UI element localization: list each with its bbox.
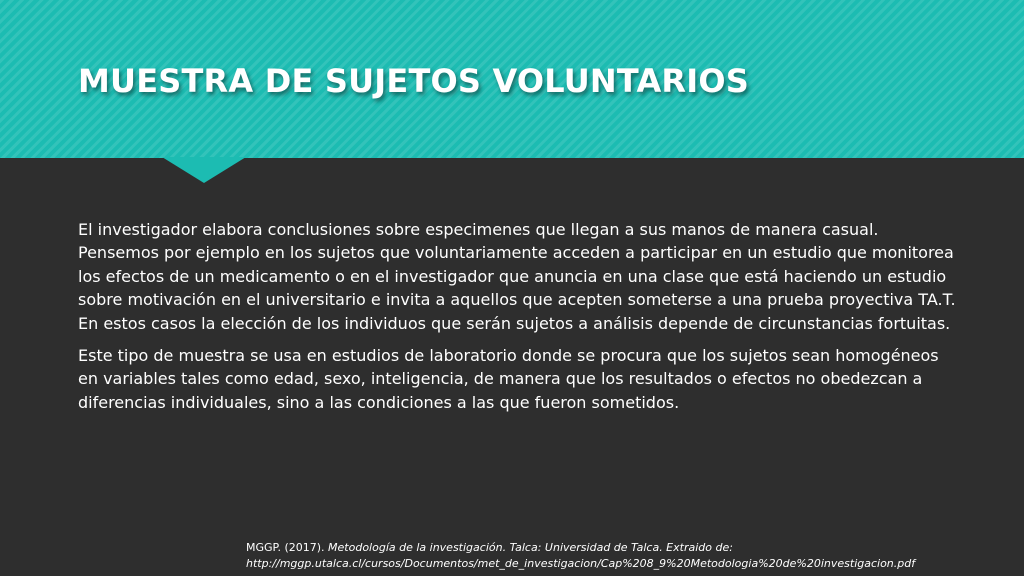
citation-work: Metodología de la investigación. Talca: Universidad de Talca. Extraido de: [328,541,733,554]
slide-title: MUESTRA DE SUJETOS VOLUNTARIOS [78,62,750,100]
body-paragraph-1: El investigador elabora conclusiones sobre especimenes que llegan a sus manos de manera casual. Pensemos por ejemplo en los sujetos que voluntariamente acceden a participar en un estudio que monitorea los efectos de un medicamento o en el investigador que anuncia en una clase que está haciendo un estudio sobre motivación en el universitario e invita a aquellos que acepten someterse a una prueba proyectiva TA.T. En estos casos la elección de los individuos que serán sujetos a análisis depende de circunstancias fortuitas. [78,220,956,333]
citation [246,540,1016,572]
banner-notch [162,157,246,183]
title-banner [0,0,1024,158]
body-paragraph-2: Este tipo de muestra se usa en estudios de laboratorio donde se procura que los sujetos sean homogéneos en variables tales como edad, sexo, inteligencia, de manera que los resultados o efectos no obedezcan a diferencias individuales, sino a las condiciones a las que fueron sometidos. [78,346,939,412]
citation-url: http://mggp.utalca.cl/cursos/Documentos/met_de_investigacion/Cap%208_9%20Metodologia%20de%20investigacion.pdf [246,557,916,570]
slide-body [78,218,960,423]
citation-author-year: MGGP. (2017). [246,541,329,554]
